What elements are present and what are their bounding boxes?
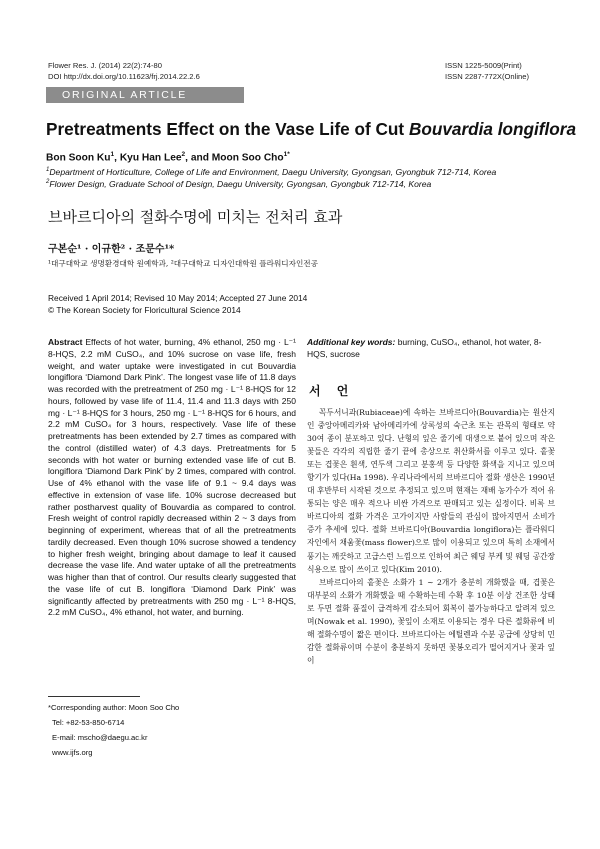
keywords-label: Additional key words: [307, 337, 396, 347]
affiliation-text: Flower Design, Graduate School of Design, Daegu University, Gyongsan, Gyongbuk 712-714, Korea [49, 178, 432, 189]
doi-link[interactable]: DOI http://dx.doi.org/10.11623/frj.2014.22.2.6 [48, 72, 200, 81]
section-heading-introduction: 서 언 [309, 384, 355, 398]
affiliation-sup: 2 [46, 179, 50, 185]
author-3: Moon Soo Cho [211, 152, 284, 164]
author-3-sup: 1* [283, 151, 290, 158]
footnote-email[interactable]: E-mail: mscho@daegu.ac.kr [52, 733, 148, 742]
article-type-banner: ORIGINAL ARTICLE [46, 87, 244, 103]
author-sep: , and [185, 152, 212, 164]
author-1: Bon Soon Ku [46, 152, 111, 164]
abstract-label: Abstract [48, 337, 83, 347]
footnote-website[interactable]: www.ijfs.org [52, 748, 93, 757]
copyright: © The Korean Society for Floricultural Science 2014 [48, 305, 241, 315]
author-2-sup: 2 [181, 151, 186, 158]
journal-citation: Flower Res. J. (2014) 22(2):74-80 [48, 61, 162, 70]
korean-affiliations: ¹대구대학교 생명환경대학 원예학과, ²대구대학교 디자인대학원 플라워디자인전공 [48, 259, 318, 268]
introduction-body [307, 406, 555, 667]
keywords [307, 337, 555, 361]
footnote-tel: Tel: +82-53-850-6714 [52, 718, 125, 727]
title-species: Bouvardia longiflora [408, 119, 577, 139]
author-list [46, 151, 290, 163]
issn-online: ISSN 2287-772X(Online) [445, 72, 529, 81]
affiliation-sup: 1 [46, 167, 50, 173]
korean-title: 브바르디아의 절화수명에 미치는 전처리 효과 [48, 208, 343, 226]
abstract [48, 337, 296, 619]
affiliation-2 [46, 176, 431, 190]
footnote-divider [48, 696, 140, 697]
author-sep: , [114, 152, 120, 164]
paragraph: 꼭두서니과(Rubiaceae)에 속하는 브바르디아(Bouvardia)는 원산지인 중앙아메리카와 남아메리카에 상록성의 숙근초 또는 관목의 형태로 약 30여 종이 분포하고 있다. 난형의 잎은 줄기에 대생으로 붙어 있으며 작은 꽃들은 각각의 직립한 줄기 끝에 총상으로 취산화서를 이루고 있다. 홑꽃 또는 겹꽃은 흰색, 연두색 그리고 분홍색 등 다양한 화색을 지니고 있으며 향기가 있다(Ha 1998). 우리나라에서의 브바르디아 절화 생산은 1990년대 후반부터 시작된 것으로 추정되고 있으며 현재는 재배 농가수가 적어 유통되는 양은 매우 적으나 비싼 가격으로 판매되고 있는 실정이다. 비록 브바르디아의 절화 가격은 고가이지만 사람들의 관심이 많아지면서 소비가 증가 추세에 있다. 절화 브바르디아(Bouvardia longiflora)는 플라워디자인에서 채움꽃(mass flower)으로 많이 이용되고 있으며 특히 소재에서 풍기는 깨끗하고 고급스런 느낌으로 인하여 최근 웨딩 부케 및 웨딩 공간장식용으로 많이 쓰이고 있다(Kim 2010). [307, 408, 555, 574]
corresponding-author: *Corresponding author: Moon Soo Cho [48, 703, 180, 712]
abstract-text: Effects of hot water, burning, 4% ethanol, 250 mg · L⁻¹ 8-HQS, 2.2 mM CuSO₄, and 10% sucrose on vase life, fresh weight, and water uptake were investigated in cut Bouvardia longiflora ‘Diamond Dark Pink’. The longest vase life of 11.8 days was recorded with the pretreatment of 250 mg · L⁻¹ 8-HQS for 12 hours, followed by vase life of 11.4, 11.4 and 11.3 days with 250 mg · L⁻¹ 8-HQS for 3 hours, 250 mg · L⁻¹ 8-HQS for 6 hours, and 2.2 mM CuSO₄ for 3 hours, respectively. Vase life of these pretreatments has been extended by 2.7 times as compared with the control (distilled water) of 4.3 days. Pretreatments for 5 seconds with hot water or burning extended vase life of cut B. longiflora ‘Diamond Dark Pink’ by 2 times, compared with control. Use of 4% ethanol with the vase life of 9.1 ~ 9.4 days was effective in extension of vase life. 10% sucrose decreased but rather postharvest quality of Bouvardia as compared to control. Fresh weight of control rapidly decreased within 2 ~ 3 days from beginning of experiment, whereas that of all the pretreatments tardily decreased. Even though 10% sucrose showed a tendency to higher fresh weight, bringing about damage to leaf it caused decrease the vase life. And water uptake of all the pretreatments was higher than that of control. Our results clearly suggested that the vase life of cut B. longiflora ‘Diamond Dark Pink’ was significantly affected by pretreatments with 250 mg · L⁻¹ 8-HQS, 2.2 mM CuSO₄, 4% ethanol, hot water, and burning. [48, 337, 296, 618]
keywords-text: burning, CuSO₄, ethanol, hot water, 8-HQS, sucrose [307, 337, 542, 359]
affiliation-text: Department of Horticulture, College of Life and Environment, Daegu University, Gyongsan, Gyongbuk 712-714, Korea [49, 166, 497, 177]
article-history: Received 1 April 2014; Revised 10 May 2014; Accepted 27 June 2014 [48, 293, 308, 303]
paragraph: 브바르디아의 홑꽃은 소화가 1 ~ 2개가 충분히 개화했을 때, 겹꽃은 대부분의 소화가 개화했을 때 수확하는데 수확 후 10분 이상 건조한 상태로 두면 절화 품질이 급격하게 감소되어 회복이 불가능하다고 알려져 있으며(Nowak et al. 1990), 꽃잎이 소재로 이용되는 경우 다른 절화류에 비해 절화수명이 짧은 편이다. 브바르디아는 에틸렌과 수분 공급에 상당히 민감한 절화류이며 수분이 충분하지 못하면 꽃봉오리가 떨어지거나 꽃과 잎이 [307, 577, 555, 665]
author-2: Kyu Han Lee [119, 152, 182, 164]
article-title [46, 119, 576, 140]
title-main: Pretreatments Effect on the Vase Life of Cut [46, 119, 409, 139]
author-1-sup: 1 [110, 151, 115, 158]
issn-print: ISSN 1225-5009(Print) [445, 61, 522, 70]
korean-authors: 구본순¹ · 이규한² · 조문수¹* [48, 244, 175, 255]
